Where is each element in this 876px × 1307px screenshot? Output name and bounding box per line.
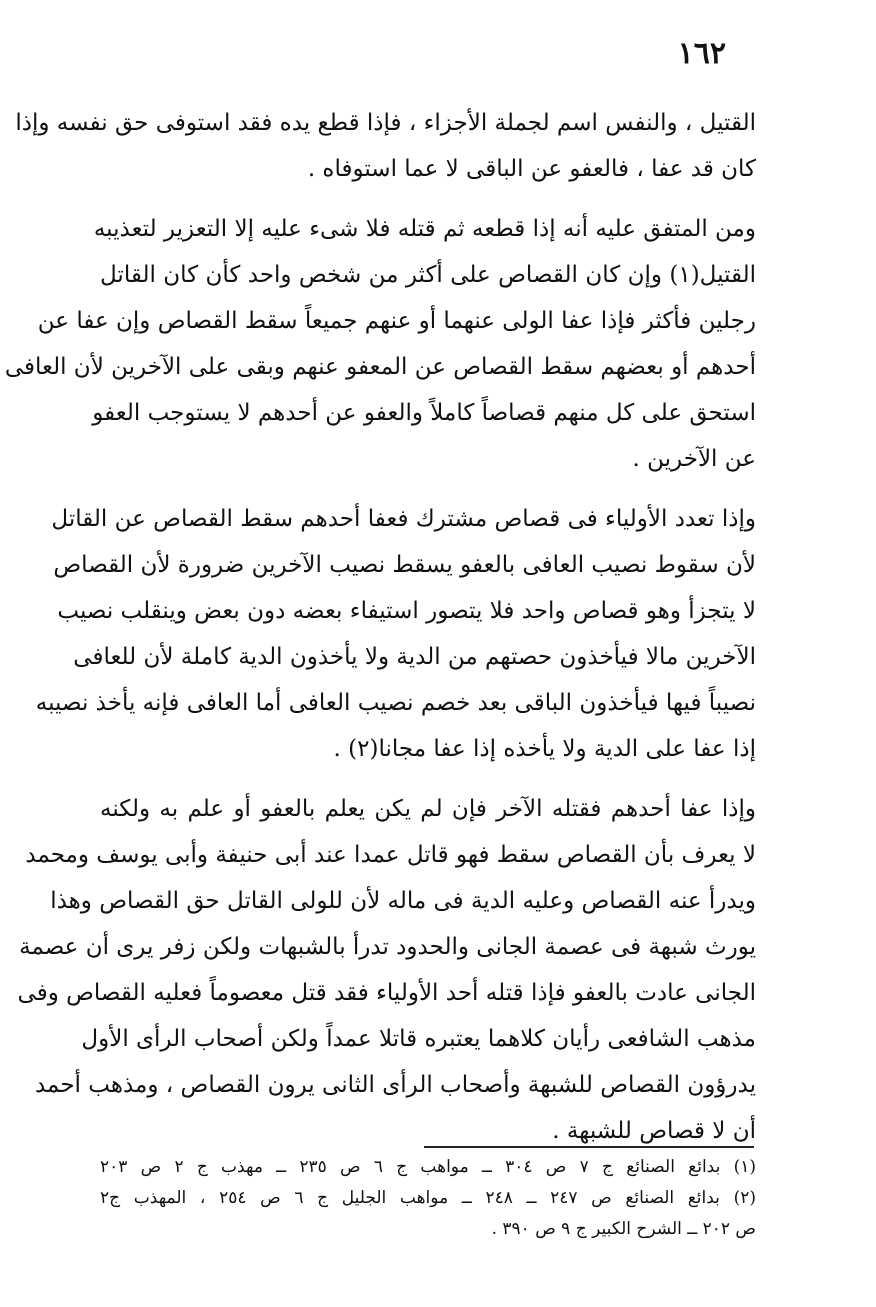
text-line: لا يتجزأ وهو قصاص واحد فلا يتصور استيفاء بعضه دون بعض وينقلب نصيب: [57, 598, 756, 624]
footnote-separator: [424, 1146, 754, 1148]
text-line: الآخرين مالا فيأخذون حصتهم من الدية ولا يأخذون الدية كاملة لأن للعافى: [73, 644, 756, 670]
text-line: القتيل(١) وإن كان القصاص على أكثر من شخص واحد كأن كان القاتل: [100, 262, 756, 288]
text-line: نصيباً فيها فيأخذون الباقى بعد خصم نصيب العافى أما العافى فإنه يأخذ نصيبه: [35, 690, 756, 716]
text-line: أن لا قصاص للشبهة .: [552, 1118, 756, 1144]
text-line: يدرؤون القصاص للشبهة وأصحاب الرأى الثانى يرون القصاص ، ومذهب أحمد: [34, 1072, 756, 1098]
body-text: [4, 100, 756, 1154]
text-line: وإذا عفا أحدهم فقتله الآخر فإن لم يكن يعلم بالعفو أو علم به ولكنه: [100, 796, 756, 822]
text-line: كان قد عفا ، فالعفو عن الباقى لا عما استوفاه .: [307, 156, 756, 182]
footnote-2: (٢) بدائع الصنائع ص ٢٤٧ ــ ٢٤٨ ــ مواهب الجليل ج ٦ ص ٢٥٤ ، المهذب ج٢: [100, 1188, 756, 1208]
paragraph-4: [17, 786, 756, 1154]
text-line: استحق على كل منهم قصاصاً كاملاً والعفو عن أحدهم لا يستوجب العفو: [92, 400, 756, 426]
text-line: ومن المتفق عليه أنه إذا قطعه ثم قتله فلا شىء عليه إلا التعزير لتعذيبه: [93, 216, 756, 242]
text-line: أحدهم أو بعضهم سقط القصاص عن المعفو عنهم وبقى على الآخرين لأن العافى: [4, 354, 756, 380]
page-number: ١٦٢: [677, 36, 726, 71]
text-line: يورث شبهة فى عصمة الجانى والحدود تدرأ بالشبهات ولكن زفر يرى أن عصمة: [19, 934, 756, 960]
text-line: ويدرأ عنه القصاص وعليه الدية فى ماله لأن للولى القاتل حق القصاص وهذا: [50, 888, 756, 914]
text-line: إذا عفا على الدية ولا يأخذه إذا عفا مجانا(٢) .: [333, 736, 756, 762]
paragraph-2: [4, 206, 756, 482]
footnotes: [100, 1152, 756, 1245]
text-line: القتيل ، والنفس اسم لجملة الأجزاء ، فإذا قطع يده فقد استوفى حق نفسه وإذا: [15, 110, 756, 136]
footnote-1: (١) بدائع الصنائع ج ٧ ص ٣٠٤ ــ مواهب ج ٦ ص ٢٣٥ ــ مهذب ج ٢ ص ٢٠٣: [100, 1157, 756, 1177]
paragraph-1: [15, 100, 756, 192]
paragraph-3: [35, 496, 756, 772]
text-line: الجانى عادت بالعفو فإذا قتله أحد الأولياء فقد قتل معصوماً فعليه القصاص وفى: [17, 980, 756, 1006]
text-line: مذهب الشافعى رأيان كلاهما يعتبره قاتلا عمداً ولكن أصحاب الرأى الأول: [81, 1026, 756, 1052]
text-line: عن الآخرين .: [632, 446, 756, 472]
text-line: وإذا تعدد الأولياء فى قصاص مشترك فعفا أحدهم سقط القصاص عن القاتل: [51, 506, 756, 532]
text-line: لأن سقوط نصيب العافى بالعفو يسقط نصيب الآخرين ضرورة لأن القصاص: [53, 552, 756, 578]
footnote-2-continued: ص ٢٠٢ ــ الشرح الكبير ج ٩ ص ٣٩٠ .: [491, 1219, 756, 1239]
text-line: رجلين فأكثر فإذا عفا الولى عنهما أو عنهم جميعاً سقط القصاص وإن عفا عن: [37, 308, 756, 334]
text-line: لا يعرف بأن القصاص سقط فهو قاتل عمدا عند أبى حنيفة وأبى يوسف ومحمد: [25, 842, 756, 868]
